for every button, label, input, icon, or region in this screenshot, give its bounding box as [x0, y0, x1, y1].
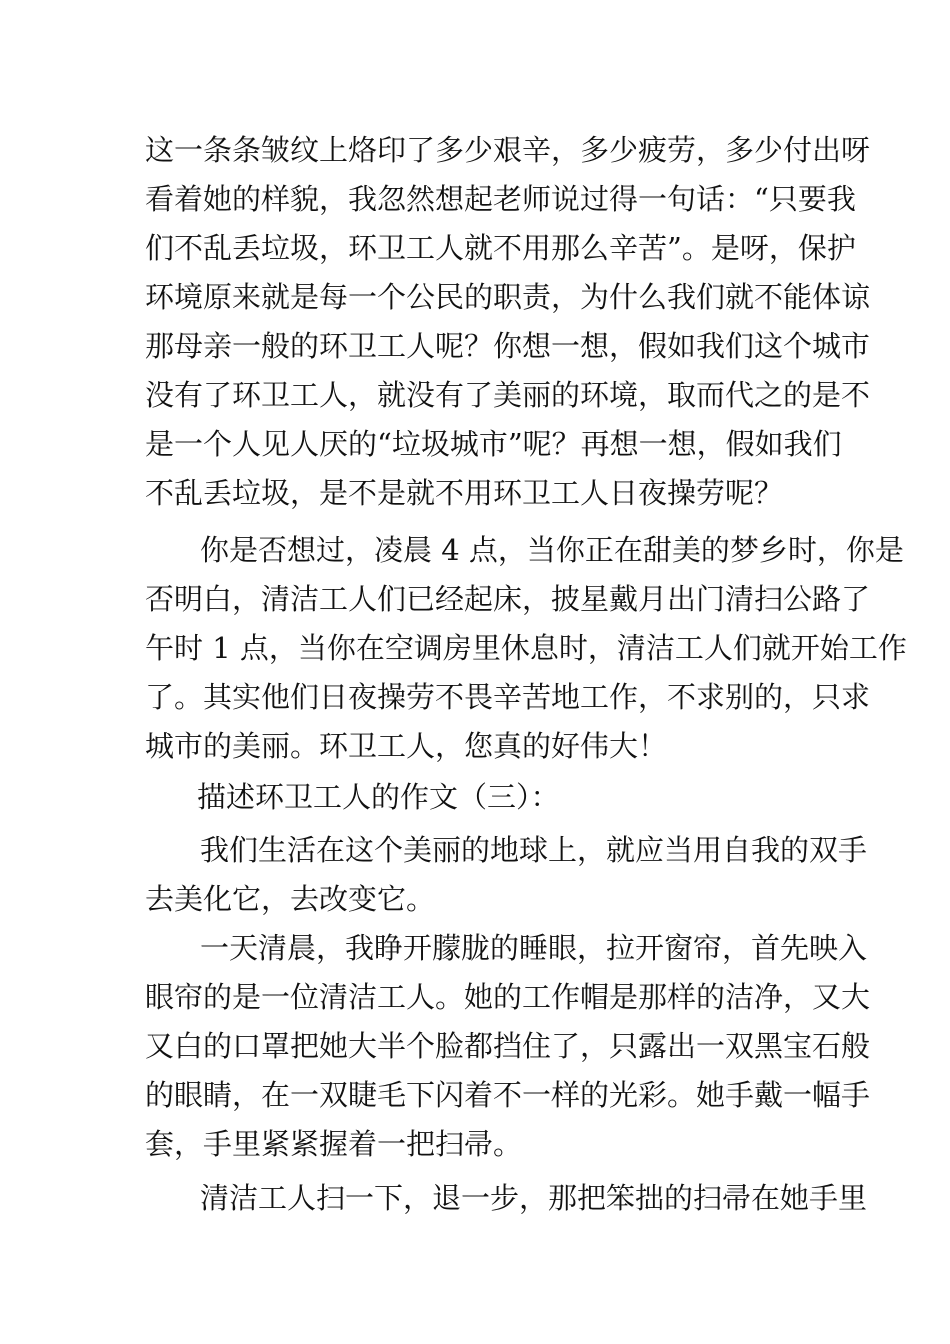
- text-line: 了。其实他们日夜操劳不畏辛苦地工作，不求别的，只求: [145, 680, 871, 714]
- text-line: 是一个人见人厌的“垃圾城市”呢？再想一想，假如我们: [145, 427, 842, 461]
- text-line: 去美化它，去改变它。: [145, 882, 436, 916]
- text-line: 又白的口罩把她大半个脸都挡住了，只露出一双黑宝石般: [145, 1029, 871, 1063]
- text-line: 们不乱丢垃圾，环卫工人就不用那么辛苦”。是呀，保护: [145, 231, 856, 265]
- paragraph-first-line: 你是否想过，凌晨 4 点，当你正在甜美的梦乡时，你是: [200, 533, 904, 567]
- text-line: 看着她的样貌，我忽然想起老师说过得一句话：“只要我: [145, 182, 856, 216]
- text-line: 环境原来就是每一个公民的职责，为什么我们就不能体谅: [145, 280, 871, 314]
- text-line: 的眼睛，在一双睫毛下闪着不一样的光彩。她手戴一幅手: [145, 1078, 871, 1112]
- text-line: 不乱丢垃圾，是不是就不用环卫工人日夜操劳呢？: [145, 476, 784, 510]
- paragraph-first-line: 清洁工人扫一下，退一步，那把笨拙的扫帚在她手里: [200, 1181, 868, 1215]
- text-line: 否明白，清洁工人们已经起床，披星戴月出门清扫公路了: [145, 582, 871, 616]
- paragraph-first-line: 我们生活在这个美丽的地球上，就应当用自我的双手: [200, 833, 868, 867]
- text-line: 那母亲一般的环卫工人呢？你想一想，假如我们这个城市: [145, 329, 871, 363]
- section-heading: 描述环卫工人的作文（三）：: [197, 780, 560, 814]
- text-line: 午时 1 点，当你在空调房里休息时，清洁工人们就开始工作: [145, 631, 907, 665]
- text-line: 城市的美丽。环卫工人，您真的好伟大！: [145, 729, 668, 763]
- text-line: 眼帘的是一位清洁工人。她的工作帽是那样的洁净，又大: [145, 980, 871, 1014]
- paragraph-first-line: 一天清晨，我睁开朦胧的睡眼，拉开窗帘，首先映入: [200, 931, 868, 965]
- text-line: 这一条条皱纹上烙印了多少艰辛，多少疲劳，多少付出呀: [145, 133, 871, 167]
- text-line: 没有了环卫工人，就没有了美丽的环境，取而代之的是不: [145, 378, 871, 412]
- text-line: 套，手里紧紧握着一把扫帚。: [145, 1127, 523, 1161]
